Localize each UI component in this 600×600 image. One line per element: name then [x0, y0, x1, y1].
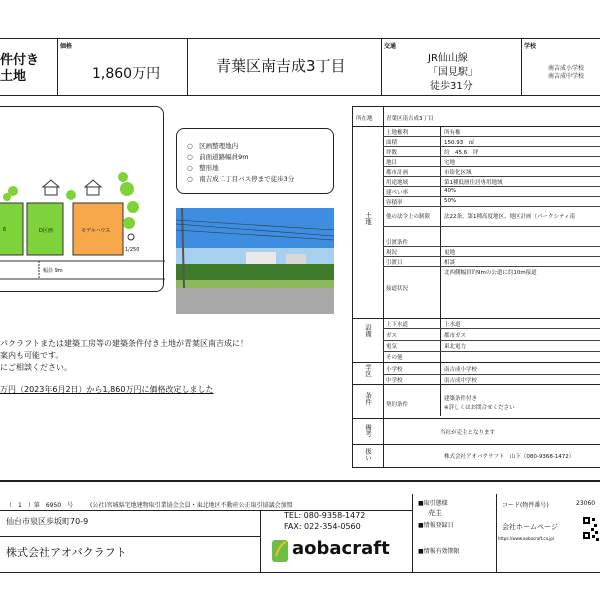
trade-mode-label: ■取引態様: [418, 500, 448, 507]
price-value: 1,860万円: [92, 66, 161, 82]
footer-divider: [496, 494, 497, 572]
location-value: 青葉区南吉成3丁目: [216, 57, 346, 75]
school-junior: 南吉成中学校: [548, 73, 585, 80]
description-line: 万円（2023年6月2日）から1,860万円に価格改定しました: [0, 385, 214, 394]
logo-text: aobacraft: [292, 538, 390, 559]
transport-line: JR仙山線: [428, 53, 468, 64]
remarks-group-label: 備考: [364, 424, 372, 437]
table-rule: [352, 384, 600, 385]
lot-label-1: ß: [3, 227, 7, 233]
condition-title-2: 土地: [0, 69, 27, 84]
location-cell: [188, 39, 382, 95]
feature-item: ○ 南吉成二丁目バス停まで徒歩3分: [187, 175, 295, 183]
location-value: 青葉区南吉成3丁目: [386, 116, 434, 122]
scale-label: 1/250: [125, 247, 140, 253]
condition-group-label: 条件: [364, 392, 372, 405]
school-elementary: 南吉成小学校: [548, 65, 585, 72]
condition-title-1: 件付き: [0, 53, 40, 68]
table-rule: [352, 362, 600, 363]
description-line: パクラフトまたは建築工房等の建築条件付き土地が青葉区南吉成に！: [0, 339, 248, 348]
homepage-label: 会社ホームページ: [502, 523, 558, 531]
location-label: 所在地: [356, 116, 373, 122]
lot-label-2: D区画: [39, 228, 53, 234]
description-line: 案内も可能です。: [0, 351, 64, 360]
site-map: [0, 106, 164, 292]
qr-code-icon[interactable]: [582, 516, 600, 542]
footer-rule: [0, 572, 600, 573]
header-bar: [0, 38, 600, 96]
footer-rule: [0, 480, 600, 482]
code-value: 23060: [576, 500, 596, 507]
table-divider: [440, 126, 441, 416]
facility-group-label: 設備: [364, 324, 372, 337]
road-label: 幅員 9m: [43, 268, 63, 274]
table-divider: [383, 106, 384, 468]
company-logo: [270, 536, 394, 566]
school-label: 学校: [524, 43, 537, 50]
company-tel: TEL: 080-9358-1472: [284, 511, 366, 520]
school-cell: [522, 39, 600, 95]
site-photo-image: [176, 208, 334, 314]
feature-item: ○ 整形地: [187, 164, 219, 172]
lot-label-3: モデルハウス: [81, 228, 111, 234]
school-group-label: 学区: [364, 364, 372, 377]
company-name: 株式会社アオバクラフト: [6, 546, 127, 559]
transport-walk: 徒歩31分: [430, 81, 473, 92]
description-line: にご相談ください。: [0, 363, 72, 372]
map-drawing: [0, 107, 165, 293]
table-rule: [352, 318, 600, 319]
code-label: コード(物件番号): [502, 502, 549, 509]
table-rule: [352, 126, 600, 127]
table-rule: [352, 444, 600, 445]
description: [0, 338, 350, 396]
info-date-label: ■情報登録日: [418, 522, 454, 529]
trade-mode-value: 売主: [428, 509, 442, 517]
feature-item: ○ 区画整理地内: [187, 142, 239, 150]
footer-divider: [260, 510, 261, 572]
company-fax: FAX: 022-354-0560: [284, 522, 361, 531]
feature-item: ○ 前面道路幅員9m: [187, 153, 249, 161]
land-group-label: 土地: [364, 212, 372, 225]
condition-title-cell: [0, 39, 58, 95]
transport-station: 「国見駅」: [428, 67, 478, 78]
transport-label: 交通: [384, 43, 397, 50]
price-label: 価格: [60, 43, 73, 50]
table-rule: [352, 418, 600, 419]
license-number: （ 1 ）第 6950 号: [6, 502, 74, 509]
homepage-url[interactable]: https://www.aobacraft.co.jp/: [498, 536, 555, 541]
association-text: (公社)宮城県宅地建物取引業協会会員・東北地区不動産公正取引協議会加盟: [90, 502, 293, 509]
site-photo: [176, 208, 334, 314]
footer-rule: [0, 536, 260, 537]
features-box: [176, 128, 334, 194]
price-cell: [58, 39, 188, 95]
company-address: 仙台市泉区歩坂町70-9: [6, 517, 89, 526]
footer-divider: [412, 494, 413, 572]
next-update-label: ■情報有効期限: [418, 548, 460, 555]
transport-cell: [382, 39, 522, 95]
handling-group-label: 扱い: [364, 448, 372, 461]
